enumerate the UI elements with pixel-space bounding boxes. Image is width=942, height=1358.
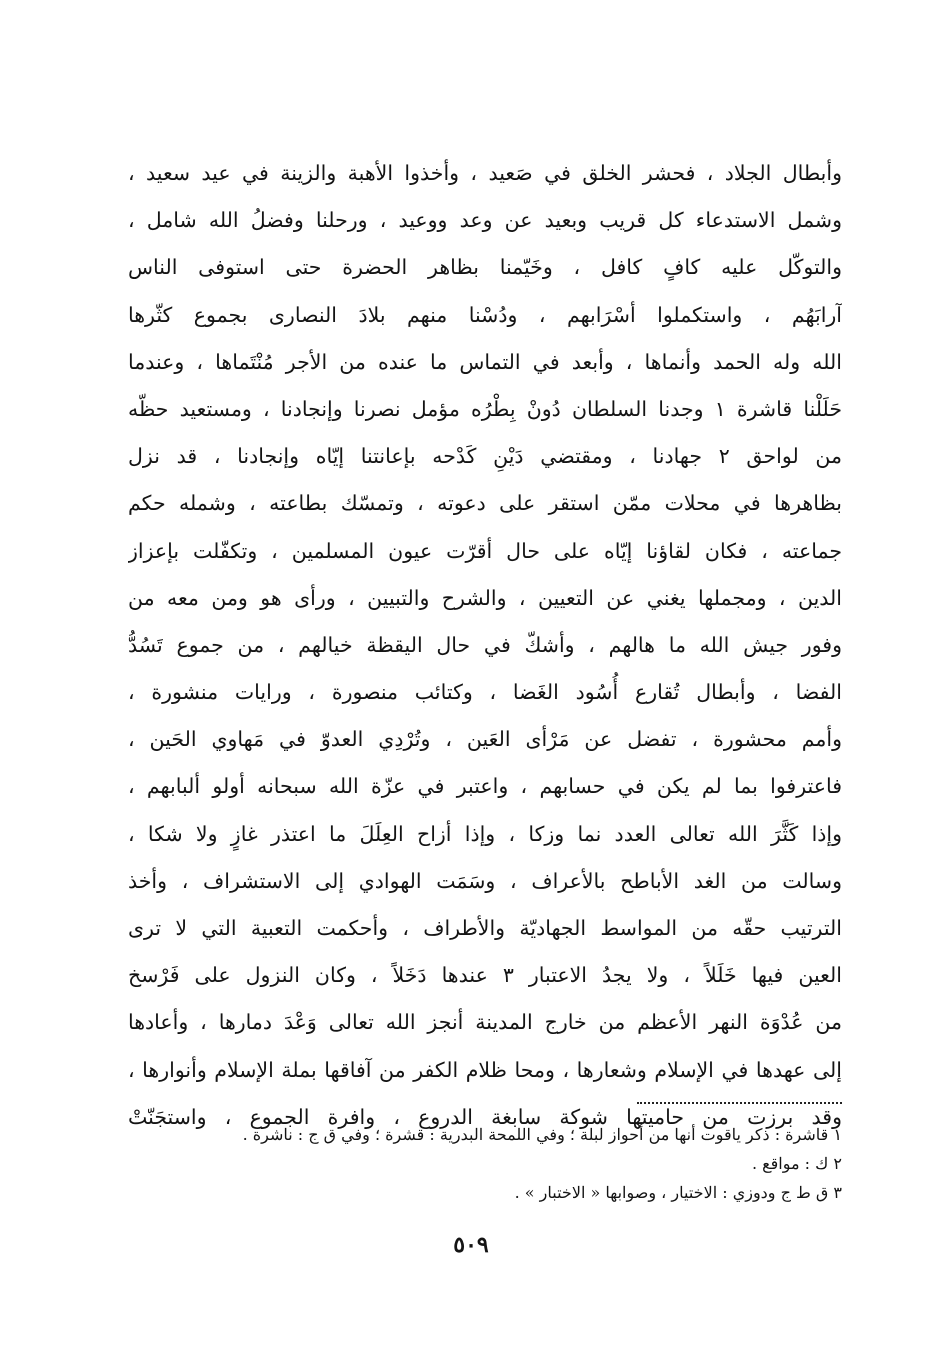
footnote-divider <box>637 1102 842 1104</box>
body-line: بظاهرها في محلات ممّن استقر على دعوته ، وتمسّك بطاعته ، وشمله حكم <box>128 491 842 516</box>
body-line: والتوكّل عليه كافٍ كافل ، وخَيّمنا بظاهر الحضرة حتى استوفى الناس <box>128 255 842 280</box>
body-line: وفور جيش الله ما هالهم ، وأشكّ في حال اليقظة خيالهم ، من جموع تَسُدُّ <box>128 632 842 657</box>
body-line: وقد برزت من حاميتها شوكة سابغة الدروع ، وافرة الجموع ، واستجَنّتْ <box>128 1104 842 1129</box>
body-line: من عُدْوَة النهر الأعظم من خارج المدينة أنجز الله تعالى وَعْدَ دمارها ، وأعادها <box>128 1010 842 1035</box>
body-line: آرابَهُم ، واستكملوا أسْرَابهم ، ودُسْنا منهم بلادَ النصارى بجموع كثّرها <box>128 302 842 327</box>
page-number: ٥٠٩ <box>453 1232 489 1258</box>
body-line: جماعته ، فكان لقاؤنا إيّاه على حال أقرّت عيون المسلمين ، وتكفّلت بإعزاز <box>128 538 842 563</box>
body-line: الترتيب حقّه من المواسط الجهاديّة والأطراف ، وأحكمت التعبية التي لا ترى <box>128 916 842 940</box>
body-line: الدين ، ومجملها يغني عن التعيين ، والشرح والتبيين ، ورأى هو ومن معه من <box>128 585 842 610</box>
body-line: وأبطال الجلاد ، فحشر الخلق في صَعيد ، وأخذوا الأهبة والزينة في عيد سعيد ، <box>128 161 842 185</box>
body-line: الفضا ، وأبطال تُقارع أُسُود الغَضا ، وكتائب منصورة ، ورايات منشورة ، <box>128 680 842 705</box>
body-text <box>128 150 842 1141</box>
body-line: وأمم محشورة ، تفضل عن مَرْأى العَين ، وتُرْدِي العدوّ في مَهاوي الحَين ، <box>128 727 842 752</box>
body-line: وشمل الاستدعاء كل قريب وبعيد عن وعد ووعيد ، ورحلنا وفضلُ الله شامل ، <box>128 208 842 233</box>
footnote: ٢ ك : مواقع . <box>751 1154 842 1173</box>
body-line: فاعترفوا بما لم يكن في حسابهم ، واعتبر في عزّة الله سبحانه أولو ألبابهم ، <box>128 774 842 799</box>
body-line: العين فيها خَلَلاً ، ولا يجدُ الاعتبار ٣ عندها دَخَلاً ، وكان النزول على فَرْسخ <box>128 963 842 988</box>
body-line: الله وله الحمد وأنماها ، وأبعد في التماس ما عنده من الأجر مُنْتَماها ، وعندما <box>128 349 842 374</box>
footnote: ٣ ق ط ج ودوزي : الاختيار ، وصوابها « الاختبار » . <box>514 1183 842 1202</box>
body-line: من لواحق ٢ جهادنا ، ومقتضي دَيْنِ كَدْحه بإعانتنا إيّاه وإنجادنا ، قد نزل <box>128 444 842 469</box>
body-line: وإذا كَثَّرَ الله تعالى العدد نما وزكا ، وإذا أزاح العِلَلَ ما اعتذر غازٍ ولا شكا ، <box>128 821 842 846</box>
body-line: حَلَلْنا قاشرة ١ وجدنا السلطان دُونْ بِطْرُه مؤمل نصرنا وإنجادنا ، ومستعيد حظّه <box>128 396 842 421</box>
body-line: وسالت من الغد الأباطح بالأعراف ، وسَمَت الهوادي إلى الاستشراف ، وأخذ <box>128 868 842 893</box>
footnotes <box>128 1120 842 1207</box>
footnote: ١ قاشرة : ذكر ياقوت أنها من أحواز لبلة ؛ وفي اللمحة البدرية : قشرة ؛ وفي ق ج : ناشرة . <box>242 1125 842 1144</box>
body-line: إلى عهدها في الإسلام وشعارها ، ومحا ظلام الكفر من آفاقها بملة الإسلام وأنوارها ، <box>128 1057 842 1082</box>
